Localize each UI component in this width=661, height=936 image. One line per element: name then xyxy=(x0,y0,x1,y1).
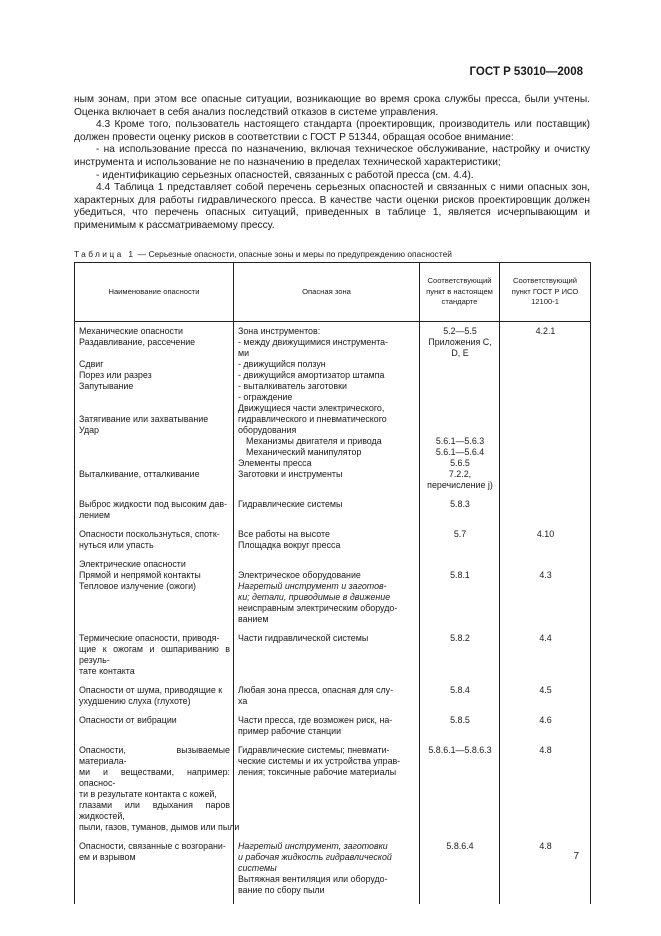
cell-line: Прямой и непрямой контакты xyxy=(79,570,201,580)
cell-clause xyxy=(420,559,500,633)
cell-line xyxy=(424,414,496,425)
cell-line: 4.4 xyxy=(539,633,552,643)
cell-line: Опасности, связанные с возгорани- xyxy=(79,841,226,851)
cell-hazard xyxy=(75,715,234,745)
cell-zone xyxy=(234,841,420,904)
header-hazard: Наименование опасности xyxy=(75,263,234,322)
cell-line: 5.8.6.1—5.8.6.3 xyxy=(428,745,492,755)
cell-line: ти в результате контакта с кожей, xyxy=(79,789,217,799)
cell-line: лением xyxy=(79,510,111,520)
cell-hazard xyxy=(75,322,234,500)
cell-zone xyxy=(234,322,420,500)
cell-line: 5.8.4 xyxy=(450,685,470,695)
cell-zone xyxy=(234,559,420,633)
cell-line: Части гидравлической системы xyxy=(238,633,369,643)
cell-iso xyxy=(500,322,591,500)
cell-line: Зона инструментов: xyxy=(238,326,321,336)
cell-hazard xyxy=(75,745,240,841)
cell-line: перечисление j) xyxy=(427,480,493,490)
table-row xyxy=(75,633,591,685)
table-row xyxy=(75,499,591,529)
cell-iso xyxy=(500,633,591,685)
cell-line: Запутывание xyxy=(79,381,134,391)
cell-line: 4.3 xyxy=(539,570,552,580)
cell-line: ухудшению слуха (глухоте) xyxy=(79,696,191,706)
table-caption xyxy=(74,249,452,259)
cell-zone xyxy=(234,499,420,529)
table-row xyxy=(75,715,591,745)
cell-line xyxy=(424,370,496,381)
cell-line: пример рабочие станции xyxy=(238,726,342,736)
table-header-row xyxy=(75,263,591,322)
cell-line: неисправным электрическим оборудо- xyxy=(238,603,398,613)
cell-zone xyxy=(234,529,420,559)
cell-hazard xyxy=(75,633,234,685)
cell-line: Механизмы двигателя и привода xyxy=(246,436,382,446)
cell-iso xyxy=(500,499,591,529)
cell-line: - движущийся ползун xyxy=(238,359,326,369)
cell-hazard xyxy=(75,499,234,529)
cell-line: Любая зона пресса, опасная для слу- xyxy=(238,685,394,695)
paragraph: 4.4 Таблица 1 представляет собой перечень серьезных опасностей и связанных с ними опасных зон, характерных для работы гидравлического пресса. В качестве части оценки рисков проектировщик должен убедиться, что перечень опасных ситуаций, приведенных в таблице 1, является исчерпывающим и применимым к рассматриваемому прессу. xyxy=(74,182,590,231)
cell-line: 5.8.5 xyxy=(450,715,470,725)
cell-line: Опасности поскользнуться, спотк- xyxy=(79,529,220,539)
cell-line xyxy=(424,403,496,414)
cell-zone xyxy=(234,633,420,685)
cell-line: 4.2.1 xyxy=(535,326,556,336)
cell-line: вание по сбору пыли xyxy=(238,885,325,895)
cell-line xyxy=(79,436,230,447)
cell-line xyxy=(504,559,587,570)
cell-line: Опасности, вызываемые материала- xyxy=(79,745,230,766)
body-text xyxy=(74,94,590,233)
cell-line: 5.8.6.4 xyxy=(446,841,474,851)
cell-line: оборудования xyxy=(238,425,297,435)
cell-line: Опасности от вибрации xyxy=(79,715,177,725)
cell-line: пыли, газов, туманов, дымов или пыли xyxy=(79,822,240,832)
cell-line: и рабочая жидкость гидравлической xyxy=(238,852,392,862)
cell-clause xyxy=(420,841,500,904)
cell-line: ческие системы и их устройства управ- xyxy=(238,756,401,766)
cell-line: нуться или упасть xyxy=(79,540,154,550)
cell-clause xyxy=(420,322,500,500)
cell-line: 5.6.1—5.6.3 xyxy=(435,436,485,446)
paragraph: 4.3 Кроме того, пользователь настоящего стандарта (проектировщик, производитель или поставщик) должен провести оценку рисков в соответствии с ГОСТ Р 51344, обращая особое внимание: xyxy=(74,119,590,143)
cell-hazard xyxy=(75,559,234,633)
cell-line: Удар xyxy=(79,425,99,435)
cell-clause xyxy=(420,529,500,559)
paragraph: ным зонам, при этом все опасные ситуации, возникающие во время срока службы пресса, были учтены. Оценка включает в себя анализ последствий отказов в системе управления. xyxy=(74,94,590,118)
cell-line: Опасности от шума, приводящие к xyxy=(79,685,223,695)
cell-line: 5.8.3 xyxy=(450,499,470,509)
cell-line: щие к ожогам и ошпариванию в резуль- xyxy=(79,644,230,665)
cell-line xyxy=(424,359,496,370)
cell-line: Выталкивание, отталкивание xyxy=(79,469,200,479)
cell-line: Сдвиг xyxy=(79,359,104,369)
cell-clause xyxy=(420,715,500,745)
header-clause: Соответствующий пункт в настоящем стандарте xyxy=(420,263,500,322)
cell-clause xyxy=(420,633,500,685)
cell-line xyxy=(79,458,230,469)
cell-clause xyxy=(420,745,500,841)
cell-line: 4.10 xyxy=(536,529,555,539)
cell-clause xyxy=(420,685,500,715)
cell-line: 5.8.1 xyxy=(450,570,470,580)
cell-line: - ограждение xyxy=(238,392,293,402)
cell-line xyxy=(504,499,587,510)
table-row xyxy=(75,559,591,633)
cell-line xyxy=(424,559,496,570)
cell-line: Гидравлические системы; пневмати- xyxy=(238,745,390,755)
cell-line: ха xyxy=(238,696,248,706)
cell-line: Площадка вокруг пресса xyxy=(238,540,341,550)
cell-line: 4.8 xyxy=(539,841,552,851)
cell-line xyxy=(79,392,230,403)
cell-line xyxy=(79,447,230,458)
cell-line: Элементы пресса xyxy=(238,458,312,468)
cell-line: Нагретый инструмент и заготов- xyxy=(238,581,387,591)
paragraph: - на использование пресса по назначению, включая техническое обслуживание, настройку и очистку инструмента и использование не по назначению в пределах технической характеристики; xyxy=(74,144,590,168)
cell-line: Приложения С, xyxy=(428,337,492,347)
cell-line: системы xyxy=(238,863,277,873)
cell-line: Тепловое излучение (ожоги) xyxy=(79,581,197,591)
cell-line: ванием xyxy=(238,614,269,624)
cell-line: 5.6.1—5.6.4 xyxy=(435,447,485,457)
cell-line: Механические опасности xyxy=(79,326,184,336)
cell-zone xyxy=(234,715,420,745)
cell-line: Электрическое оборудование xyxy=(238,570,361,580)
cell-iso xyxy=(500,715,591,745)
cell-line: 5.2—5.5 xyxy=(443,326,477,336)
table-row xyxy=(75,745,591,841)
cell-line: ми xyxy=(238,348,250,358)
header-zone: Опасная зона xyxy=(234,263,420,322)
cell-line: - выталкиватель заготовки xyxy=(238,381,347,391)
cell-line: Заготовки и инструменты xyxy=(238,469,343,479)
cell-zone xyxy=(234,745,420,841)
cell-line: глазами или вдыхания паров жидкостей, xyxy=(79,800,230,821)
cell-line: Части пресса, где возможен риск, на- xyxy=(238,715,393,725)
cell-line: ми и веществами, например: опаснос- xyxy=(79,767,230,788)
cell-hazard xyxy=(75,529,234,559)
cell-hazard xyxy=(75,685,234,715)
cell-line: гидравлического и пневматического xyxy=(238,414,387,424)
cell-iso xyxy=(500,529,591,559)
cell-line: - движущийся амортизатор штампа xyxy=(238,370,385,380)
cell-line: Гидравлические системы xyxy=(238,499,343,509)
cell-line: Механический манипулятор xyxy=(246,447,362,457)
cell-iso xyxy=(500,745,591,841)
cell-line xyxy=(238,559,416,570)
cell-line: Затягивание или захватывание xyxy=(79,414,209,424)
cell-line xyxy=(79,348,230,359)
cell-line xyxy=(424,381,496,392)
cell-line: 7.2.2, xyxy=(448,469,472,479)
cell-line: Нагретый инструмент, заготовки xyxy=(238,841,388,851)
table-row xyxy=(75,841,591,904)
cell-line: Порез или разрез xyxy=(79,370,152,380)
cell-line: Все работы на высоте xyxy=(238,529,330,539)
cell-line: 5.7 xyxy=(453,529,467,539)
cell-line: Движущиеся части электрического, xyxy=(238,403,385,413)
cell-line: Термические опасности, приводя- xyxy=(79,633,220,643)
cell-line: D, E xyxy=(451,348,469,358)
cell-line: 4.8 xyxy=(539,745,552,755)
cell-line: тате контакта xyxy=(79,666,135,676)
cell-iso xyxy=(500,559,591,633)
cell-iso xyxy=(500,685,591,715)
cell-line: ления; токсичные рабочие материалы xyxy=(238,767,397,777)
cell-line xyxy=(424,425,496,436)
paragraph: - идентификацию серьезных опасностей, связанных с работой пресса (см. 4.4). xyxy=(96,169,474,181)
table-row xyxy=(75,529,591,559)
cell-line: 4.6 xyxy=(539,715,552,725)
hazards-table xyxy=(74,262,591,904)
cell-line: ки; детали, приводимые в движение xyxy=(238,592,391,602)
cell-zone xyxy=(234,685,420,715)
cell-line: - между движущимися инструмента- xyxy=(238,337,389,347)
cell-line: 5.8.2 xyxy=(450,633,470,643)
cell-line: Выброс жидкости под высоким дав- xyxy=(79,499,228,509)
page-number: 7 xyxy=(573,851,579,862)
header-iso: Соответствующий пункт ГОСТ Р ИСО 12100-1 xyxy=(500,263,591,322)
cell-hazard xyxy=(75,841,234,904)
table-row xyxy=(75,685,591,715)
document-header: ГОСТ Р 53010—2008 xyxy=(469,66,583,78)
cell-line: Электрические опасности xyxy=(79,559,186,569)
cell-clause xyxy=(420,499,500,529)
table-caption-label: Таблица 1 xyxy=(74,249,136,259)
cell-line xyxy=(79,403,230,414)
cell-line: Раздавливание, рассечение xyxy=(79,337,196,347)
cell-line: Вытяжная вентиляция или оборудо- xyxy=(238,874,388,884)
table-row xyxy=(75,322,591,500)
cell-line xyxy=(424,392,496,403)
cell-line: 4.5 xyxy=(539,685,552,695)
cell-line: 5.6.5 xyxy=(450,458,470,468)
table-caption-text: — Серьезные опасности, опасные зоны и меры по предупреждению опасностей xyxy=(137,249,452,259)
cell-line: ем и взрывом xyxy=(79,852,136,862)
